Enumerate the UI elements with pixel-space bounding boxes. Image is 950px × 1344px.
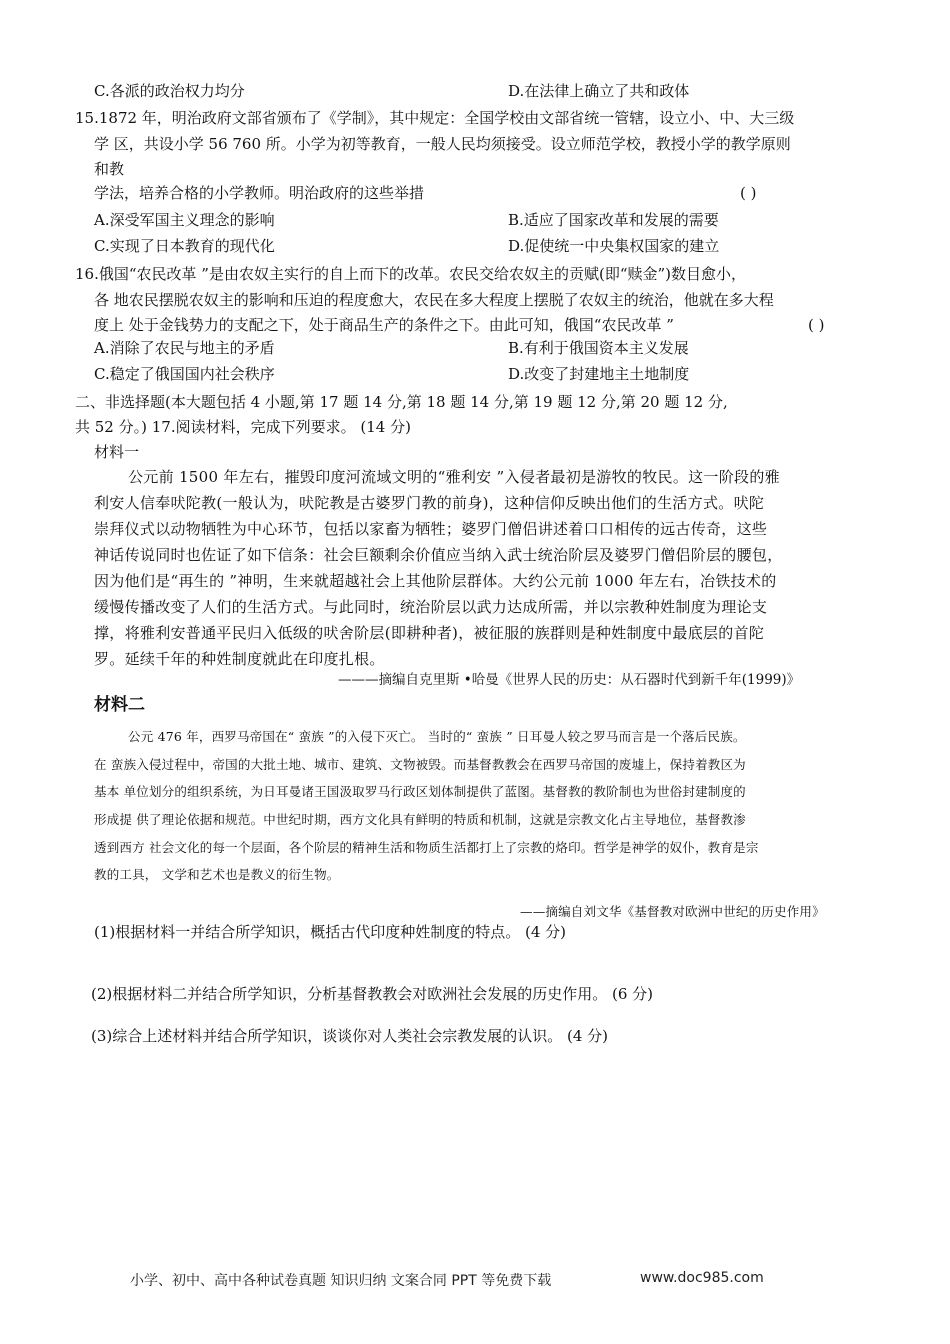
material2-line: 形成提 供了理论依据和规范。中世纪时期，西方文化具有鲜明的特质和机制，这就是宗教文化占主导地位，基督教渗 — [94, 812, 746, 827]
material1-line: 利安人信奉吠陀教(一般认为，吠陀教是古婆罗门教的前身)，这种信仰反映出他们的生活方式。吠陀 — [94, 494, 765, 512]
material2-line: 公元 476 年，西罗马帝国在“ 蛮族 ”的入侵下灭亡。 当时的“ 蛮族 ” 日耳曼人较之罗马而言是一个落后民族。 — [128, 729, 746, 744]
q14-option-d: D.在法律上确立了共和政体 — [508, 82, 690, 100]
q16-stem-line3: 度上 处于金钱势力的支配之下，处于商品生产的条件之下。由此可知，俄国“农民改革 ” — [94, 316, 674, 334]
material1-line: 因为他们是“再生的 ”神明，生来就超越社会上其他阶层群体。大约公元前 1000 年左右，冶铁技术的 — [94, 572, 777, 590]
q16-answer-bracket: ( ) — [808, 316, 825, 334]
q15-stem-line2: 学 区，共设小学 56 760 所。小学为初等教育，一般人民均须接受。设立师范学校，教授小学的教学原则 — [94, 135, 791, 153]
q15-option-c: C.实现了日本教育的现代化 — [94, 237, 275, 255]
subquestion-1: (1)根据材料一并结合所学知识，概括古代印度种姓制度的特点。 (4 分) — [94, 923, 567, 941]
footer-url[interactable]: www.doc985.com — [640, 1270, 764, 1286]
material1-line: 崇拜仪式以动物牺牲为中心环节，包括以家畜为牺牲；婆罗门僧侣讲述着口口相传的远古传奇，这些 — [94, 520, 768, 538]
material2-line: 在 蛮族入侵过程中，帝国的大批土地、城市、建筑、文物被毁。而基督教教会在西罗马帝国的废墟上，保持着教区为 — [94, 757, 746, 772]
q16-option-d: D.改变了封建地主土地制度 — [508, 365, 690, 383]
q15-stem-line3: 和教 — [94, 160, 125, 178]
material2-line: 基本 单位划分的组织系统，为日耳曼诸王国汲取罗马行政区划体制提供了蓝图。基督教的教阶制也为世俗封建制度的 — [94, 784, 746, 799]
material1-heading: 材料一 — [94, 443, 140, 461]
material1-source: ———摘编自克里斯 •哈曼《世界人民的历史：从石器时代到新千年(1999)》 — [338, 672, 801, 688]
q15-option-b: B.适应了国家改革和发展的需要 — [508, 211, 719, 229]
section2-heading-line1: 二、非选择题(本大题包括 4 小题,第 17 题 14 分,第 18 题 14 分,第 19 题 12 分,第 20 题 12 分, — [75, 393, 728, 411]
q16-stem-line1: 16.俄国“农民改革 ”是由农奴主实行的自上而下的改革。农民交给农奴主的贡赋(即“赎金”)数目愈小， — [75, 265, 747, 283]
q14-option-c: C.各派的政治权力均分 — [94, 82, 245, 100]
section2-heading-line2: 共 52 分。) 17.阅读材料，完成下列要求。 (14 分) — [75, 418, 411, 436]
material2-line: 教的工具， 文学和艺术也是教义的衍生物。 — [94, 867, 340, 882]
material1-line: 罗。延续千年的种姓制度就此在印度扎根。 — [94, 650, 385, 668]
q16-option-a: A.消除了农民与地主的矛盾 — [94, 339, 275, 357]
q16-option-c: C.稳定了俄国国内社会秩序 — [94, 365, 275, 383]
footer-text: 小学、初中、高中各种试卷真题 知识归纳 文案合同 PPT 等免费下载 — [130, 1273, 552, 1289]
q15-answer-bracket: ( ) — [740, 184, 757, 202]
material1-line: 撑，将雅利安普通平民归入低级的吠舍阶层(即耕种者)，被征服的族群则是种姓制度中最底层的首陀 — [94, 624, 765, 642]
q15-stem-line1: 15.1872 年，明治政府文部省颁布了《学制》，其中规定：全国学校由文部省统一管辖，设立小、中、大三级 — [75, 109, 795, 127]
material1-line: 缓慢传播改变了人们的生活方式。与此同时，统治阶层以武力达成所需，并以宗教种姓制度为理论支 — [94, 598, 768, 616]
q15-option-d: D.促使统一中央集权国家的建立 — [508, 237, 720, 255]
material2-line: 透到西方 社会文化的每一个层面，各个阶层的精神生活和物质生活都打上了宗教的烙印。哲学是神学的奴仆，教育是宗 — [94, 840, 759, 855]
material1-line: 公元前 1500 年左右，摧毁印度河流域文明的“雅利安 ”入侵者最初是游牧的牧民。这一阶段的雅 — [128, 468, 780, 486]
subquestion-2: (2)根据材料二并结合所学知识，分析基督教教会对欧洲社会发展的历史作用。 (6 分) — [91, 985, 654, 1003]
q15-stem-line4: 学法，培养合格的小学教师。明治政府的这些举措 — [94, 184, 425, 202]
q15-option-a: A.深受军国主义理念的影响 — [94, 211, 275, 229]
subquestion-3: (3)综合上述材料并结合所学知识，谈谈你对人类社会宗教发展的认识。 (4 分) — [91, 1027, 609, 1045]
material2-heading: 材料二 — [94, 695, 145, 715]
q16-option-b: B.有利于俄国资本主义发展 — [508, 339, 689, 357]
q16-stem-line2: 各 地农民摆脱农奴主的影响和压迫的程度愈大，农民在多大程度上摆脱了农奴主的统治，他就在多大程 — [94, 291, 774, 309]
material1-line: 神话传说同时也佐证了如下信条：社会巨额剩余价值应当纳入武士统治阶层及婆罗门僧侣阶层的腰包， — [94, 546, 783, 564]
material2-source: ——摘编自刘文华《基督教对欧洲中世纪的历史作用》 — [520, 904, 825, 919]
